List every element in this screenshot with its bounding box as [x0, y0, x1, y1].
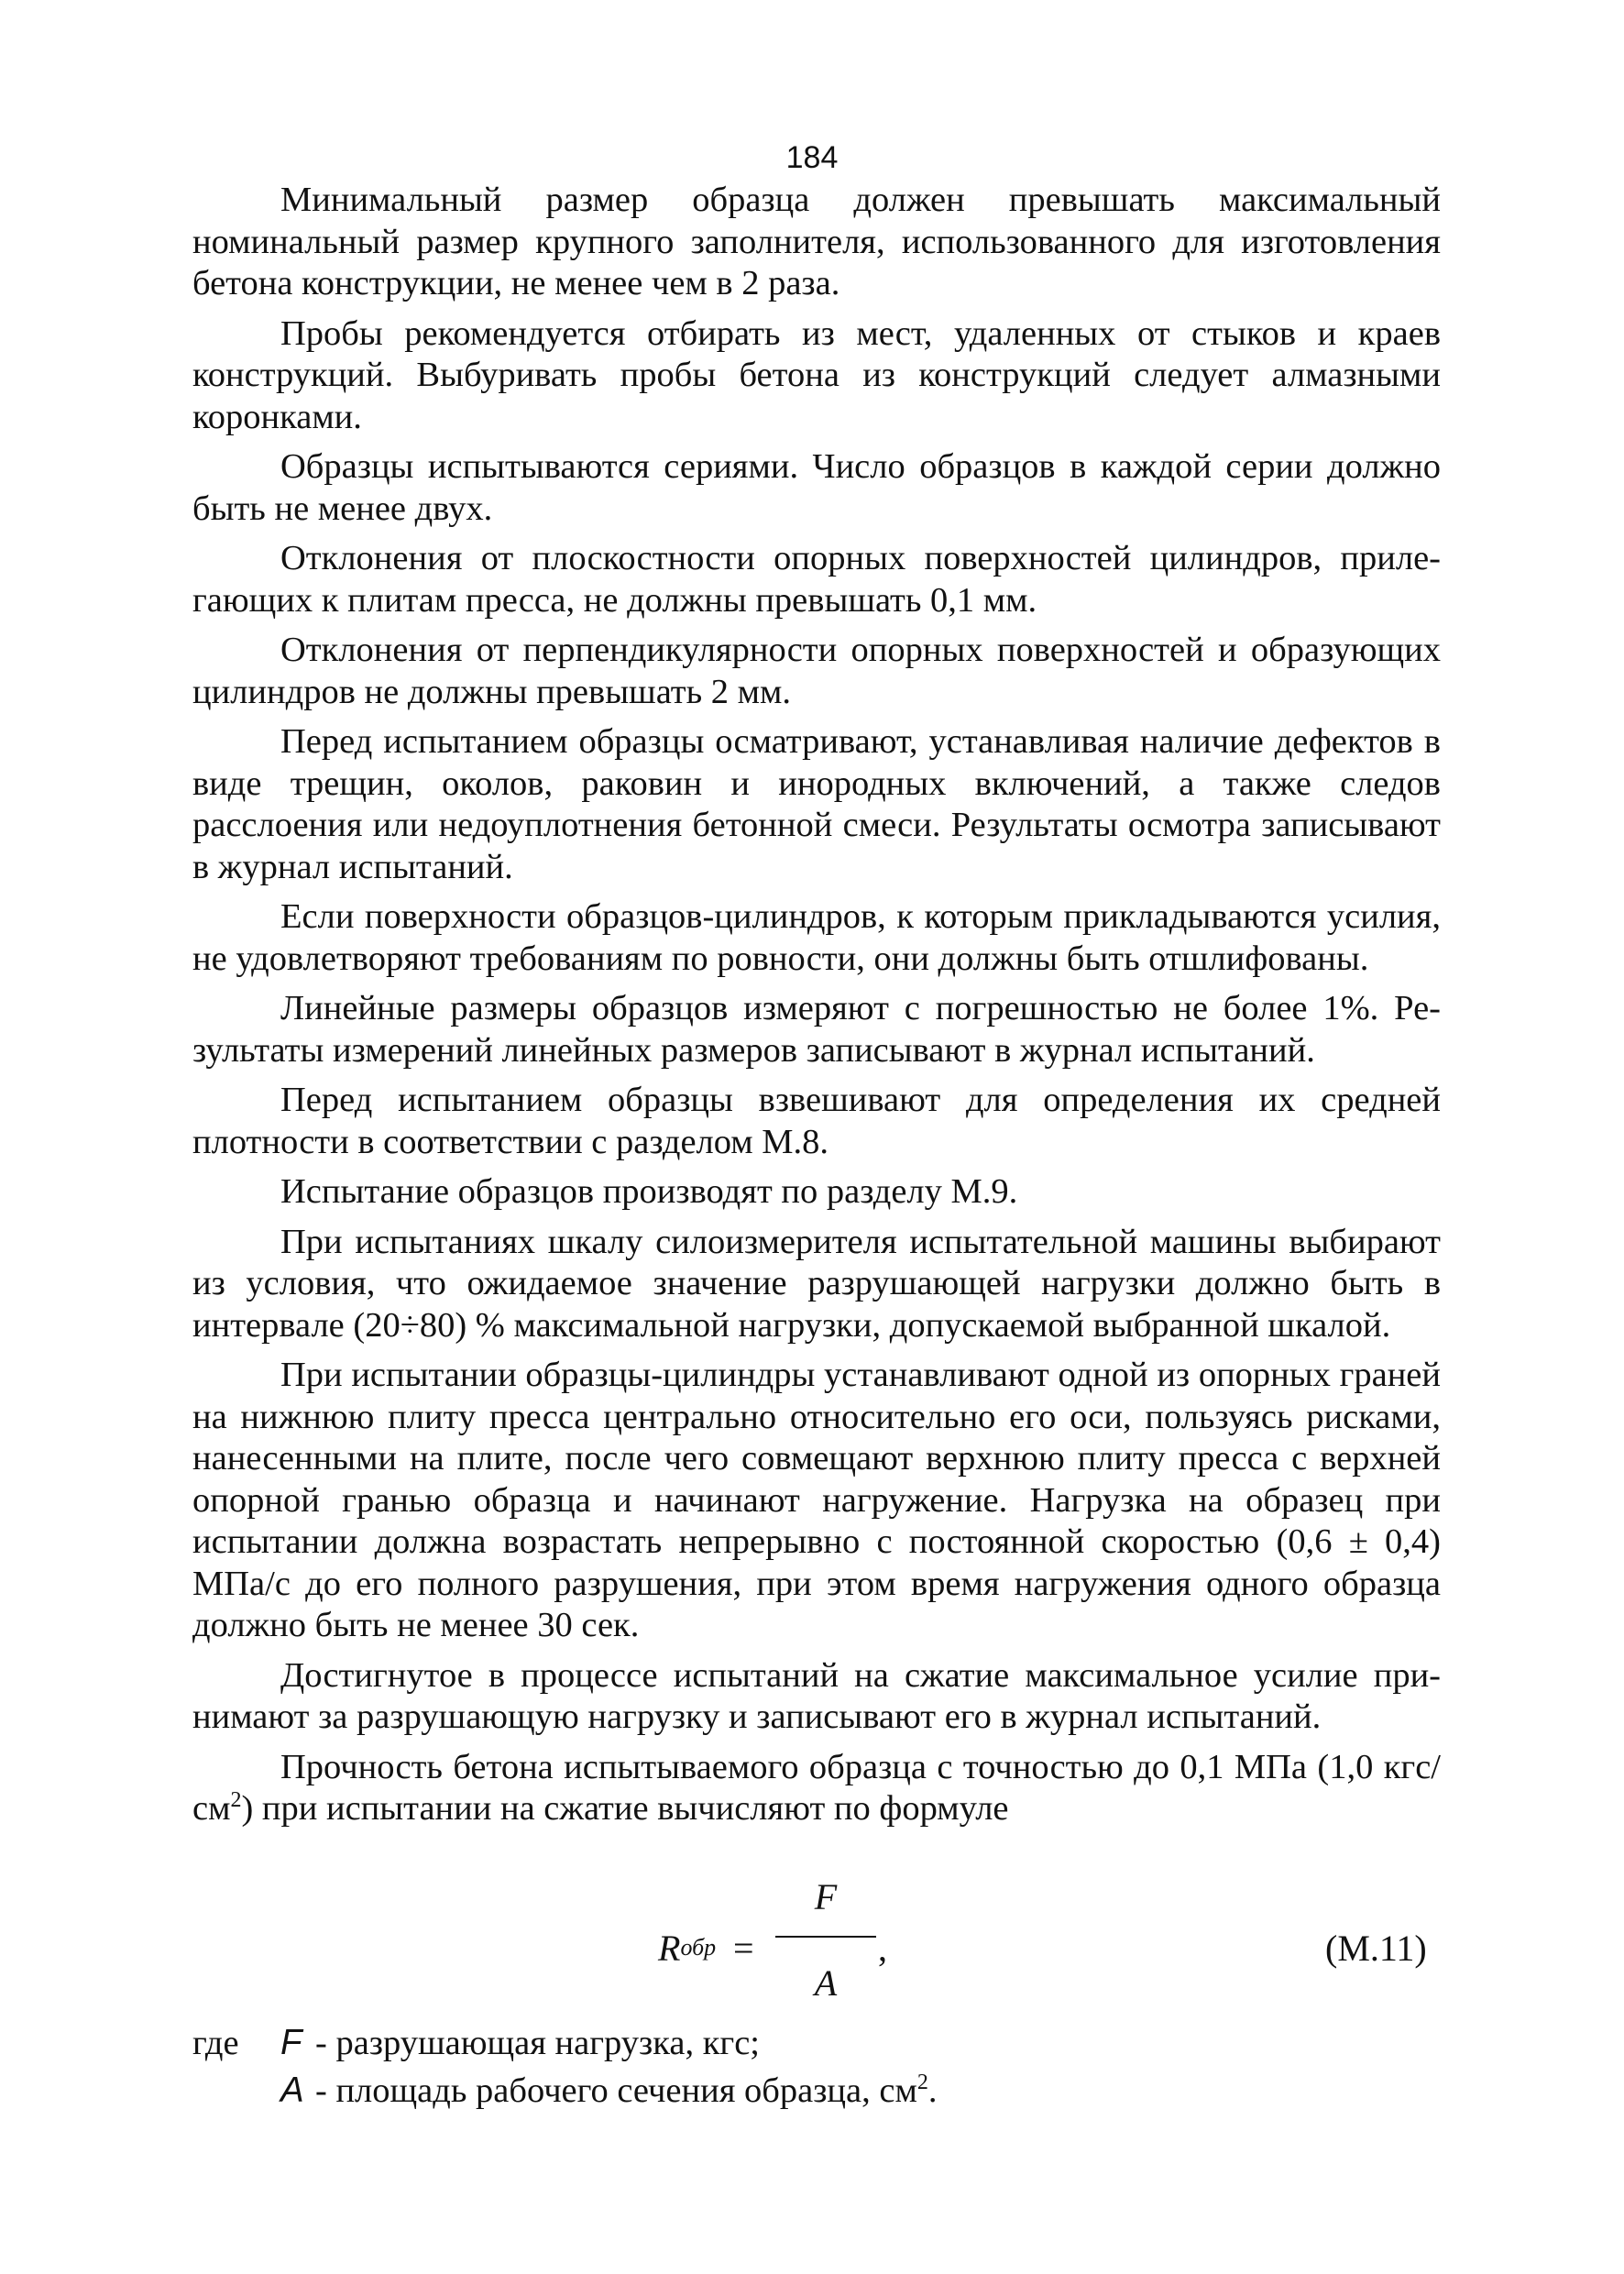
formula-intro-text: Прочность бетона испытываемого образца с точностью до 0,1 МПа (1,0 кгс/см — [192, 1747, 1441, 1828]
definition-description-wrap — [315, 2069, 937, 2113]
paragraph: Пробы рекомендуется отбирать из мест, удаленных от стыков и краев конструкций. Выбуривать пробы бетона из конструкций следует алмазными коронками. — [192, 313, 1441, 436]
definition-description: - разрушающая нагрузка, кгс; — [315, 2024, 760, 2062]
formula-lhs — [658, 1927, 716, 1970]
definition-trailing: . — [927, 2071, 938, 2110]
formula-comma: , — [878, 1928, 887, 1969]
formula-numerator: F — [814, 1876, 838, 1917]
definition-symbol: F — [280, 2023, 302, 2062]
definition-row — [192, 2069, 1384, 2116]
formula-intro-text-end: ) при испытании на сжатие вычисляют по формуле — [241, 1789, 1009, 1828]
paragraph-formula-intro — [192, 1747, 1441, 1830]
superscript: 2 — [916, 2071, 928, 2095]
formula-equals: = — [733, 1928, 754, 1969]
body-text — [192, 180, 1441, 1839]
page-number: 184 — [785, 140, 839, 175]
paragraph: Минимальный размер образца должен превышать максимальный номинальный размер крупного заполнителя, использованного для изготовления бетона конструкции, не менее чем в 2 раза. — [192, 181, 1441, 302]
where-word: где — [192, 2024, 239, 2062]
formula-denominator: A — [814, 1962, 838, 2004]
formula-lhs-superscript: обр — [680, 1934, 717, 1961]
paragraph: Линейные размеры образцов измеряют с погрешностью не более 1%. Результаты измерений линейных размеров записывают в журнал испытаний. — [192, 989, 1441, 1070]
paragraph: Перед испытанием образцы осматривают, устанавливая наличие дефектов в виде трещин, околов, раковин и инородных включений, а также следов расслоения или недоуплотнения бетонной смеси. Результаты осмотра записывают в журнал испытаний. — [192, 722, 1441, 886]
definition-description: - площадь рабочего сечения образца, см — [315, 2071, 917, 2110]
definitions — [192, 2021, 1384, 2116]
paragraph: Образцы испытываются сериями. Число образцов в каждой серии должно быть не менее двух. — [192, 447, 1441, 528]
formula-fraction — [775, 1870, 876, 2016]
paragraph: Достигнутое в процессе испытаний на сжатие максимальное усилие принимают за разрушающую нагрузку и записывают его в журнал испытаний. — [192, 1655, 1441, 1736]
paragraph: Отклонения от плоскостности опорных поверхностей цилиндров, прилегающих к плитам пресса, не должны превышать 0,1 мм. — [192, 539, 1441, 620]
paragraph: Перед испытанием образцы взвешивают для определения их средней плотности в соответствии с разделом М.8. — [192, 1081, 1441, 1161]
paragraph: При испытании образцы-цилиндры устанавливают одной из опорных граней на нижнюю плиту пресса центрально относительно его оси, пользуясь рисками, нанесенными на плите, после чего совмещают верхнюю плиту пресса с верхней опорной гранью образца и начинают нагружение. Нагрузка на образец при испытании должна возрастать непрерывно с постоянной скоростью (0,6 ± 0,4) МПа/с до его полного разрушения, при этом время нагружения одного образца должно быть не менее 30 сек. — [192, 1356, 1441, 1644]
paragraph: Отклонения от перпендикулярности опорных поверхностей и образующих цилиндров не должны превышать 2 мм. — [192, 631, 1441, 711]
paragraph: Если поверхности образцов-цилиндров, к которым прикладываются усилия, не удовлетворяют требованиям по ровности, они должны быть отшлифованы. — [192, 897, 1441, 978]
formula — [642, 1870, 1466, 2016]
fraction-bar — [775, 1936, 876, 1938]
formula-lhs-base: R — [658, 1928, 681, 1969]
definition-row — [192, 2021, 1384, 2069]
formula-label: (М.11) — [1325, 1928, 1427, 1969]
paragraph: Испытание образцов производят по разделу М.9. — [280, 1172, 1018, 1211]
definition-symbol: A — [280, 2071, 304, 2110]
paragraph: При испытаниях шкалу силоизмерителя испытательной машины выбирают из условия, что ожидаемое значение разрушающей нагрузки должно быть в интервале (20÷80) % максимальной нагрузки, допускаемой выбранной шкалой. — [192, 1222, 1441, 1345]
superscript: 2 — [230, 1788, 242, 1813]
